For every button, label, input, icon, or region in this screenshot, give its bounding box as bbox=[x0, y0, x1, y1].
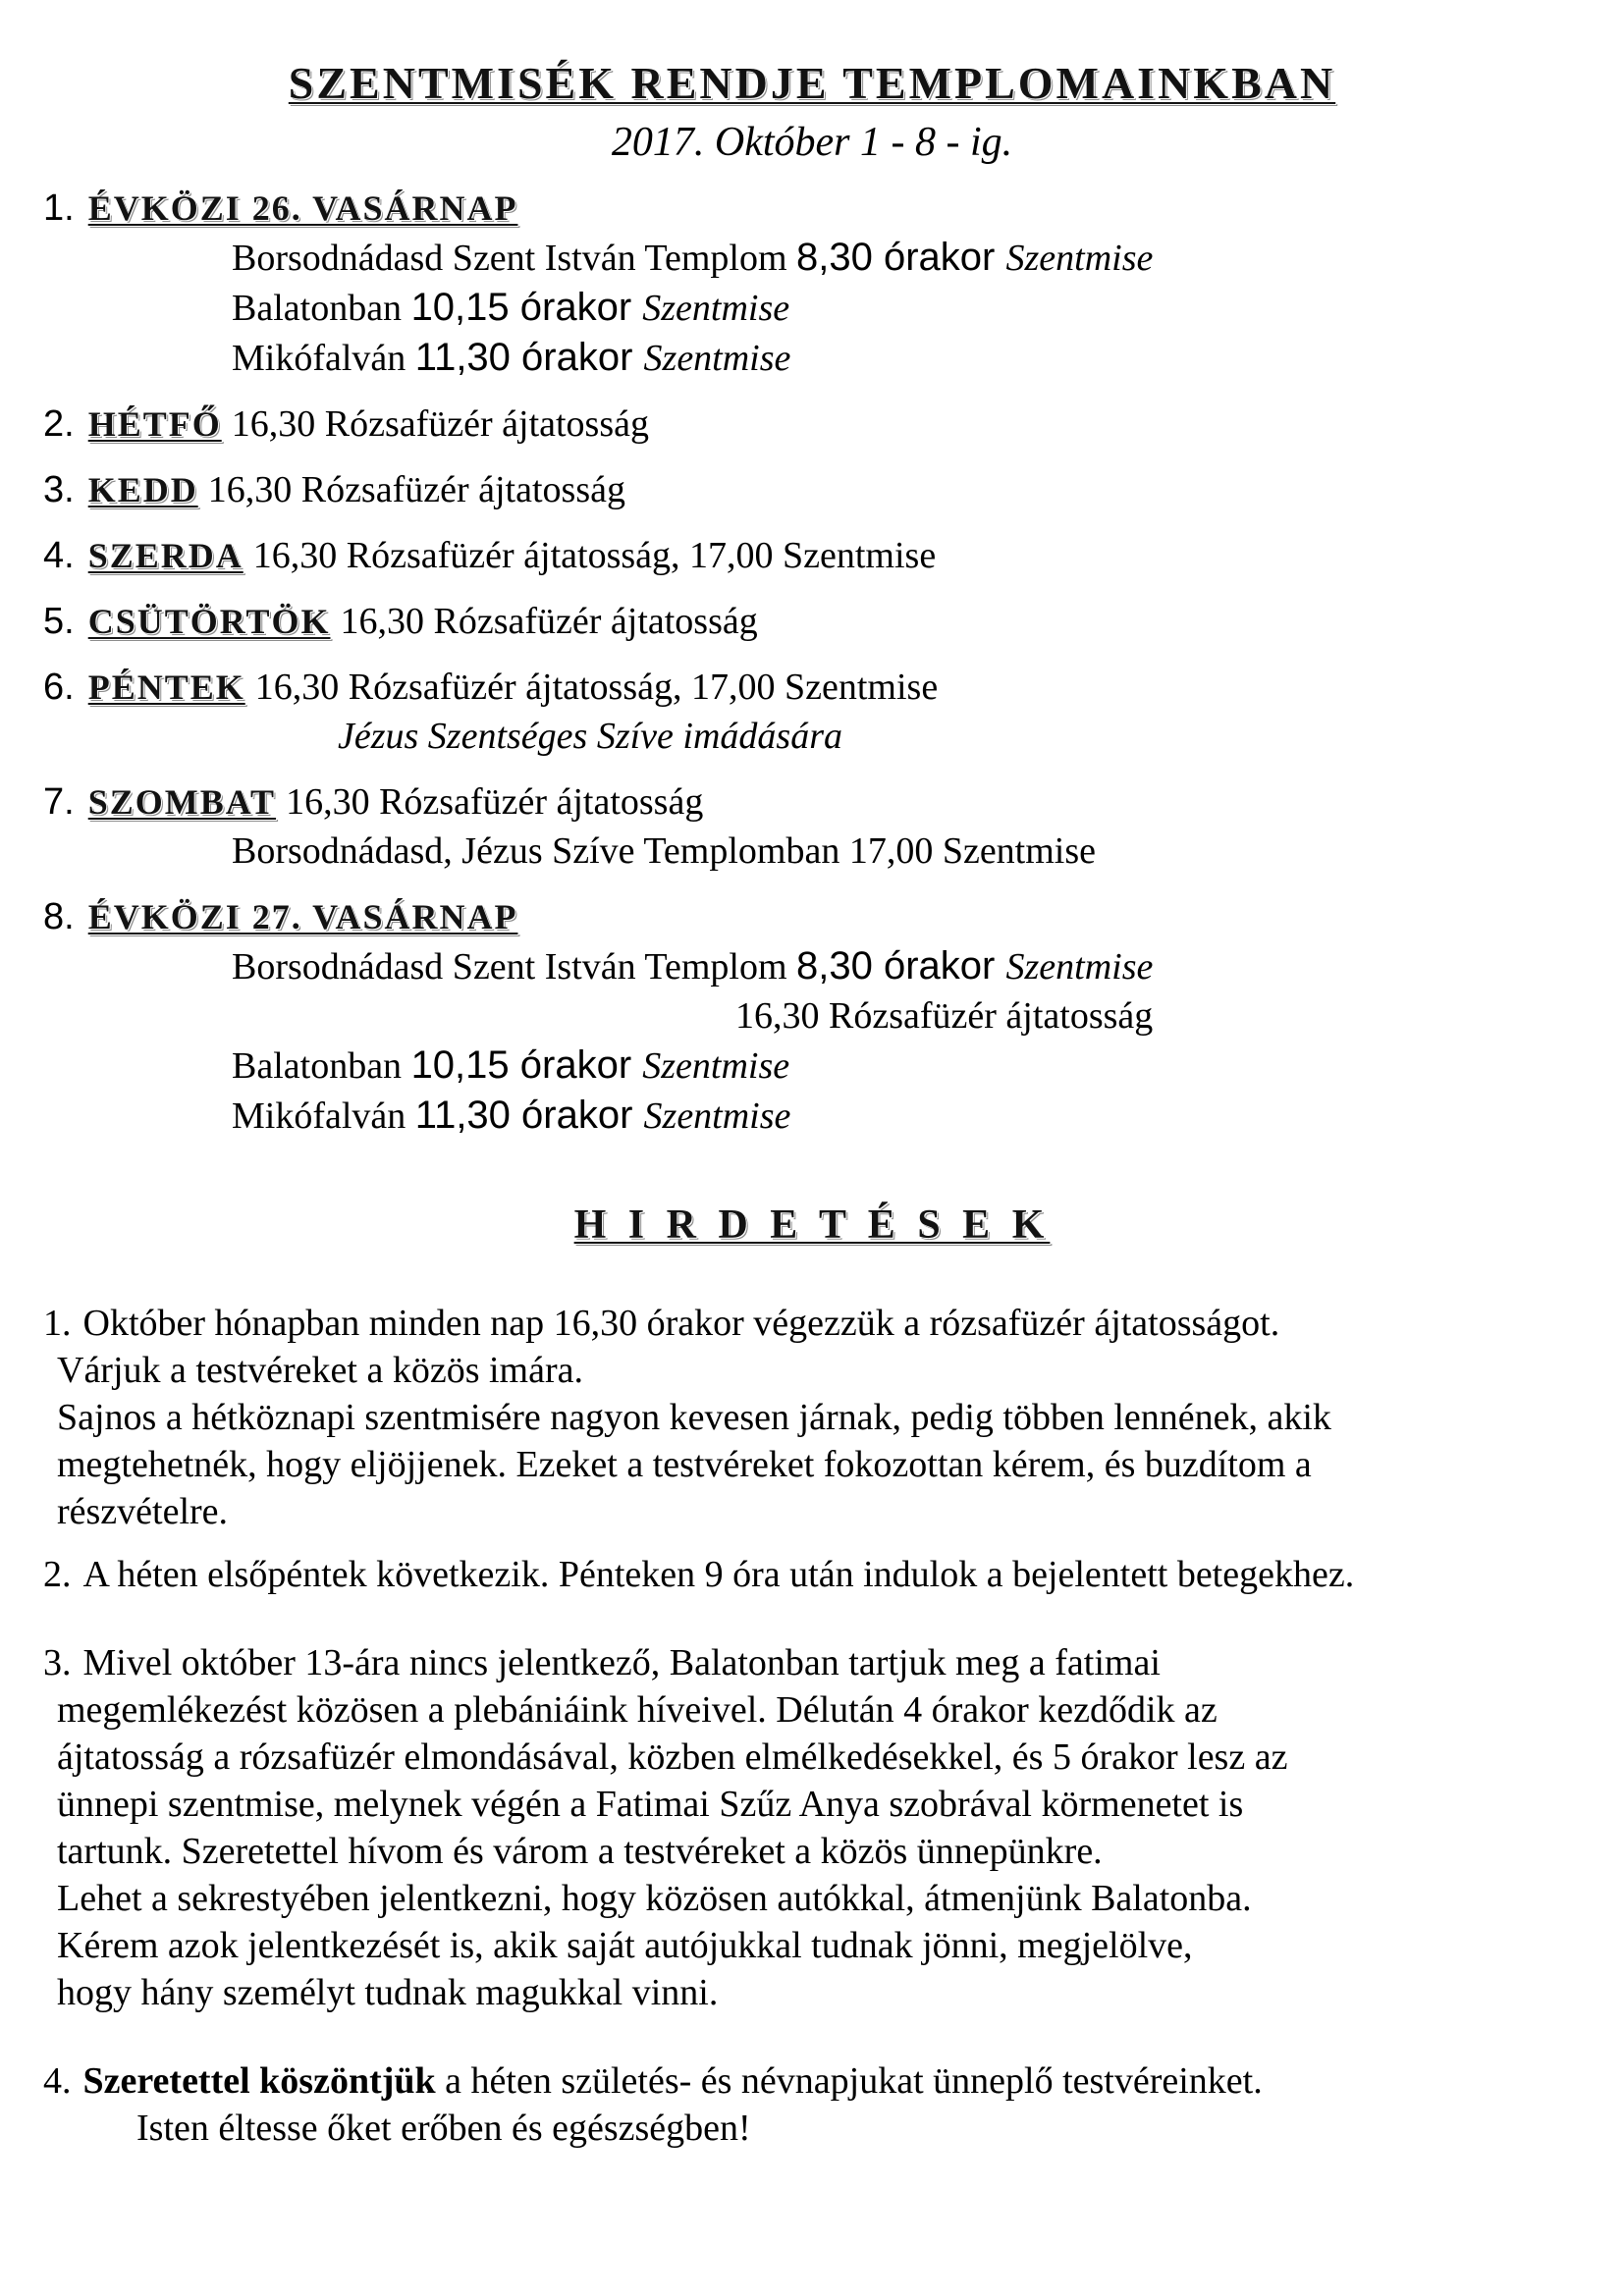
schedule-day-name: ÉVKÖZI 26. VASÁRNAP bbox=[87, 188, 518, 228]
announcement-line: tartunk. Szeretettel hívom és várom a testvéreket a közös ünnepünkre. bbox=[57, 1831, 1103, 1872]
announcement-paragraph-1 bbox=[43, 1300, 1581, 1535]
announcement-line: ünnepi szentmise, melynek végén a Fatimai Szűz Anya szobrával körmenetet is bbox=[57, 1784, 1244, 1825]
mass-time: 10,15 órakor bbox=[410, 286, 643, 329]
mass-type: Szentmise bbox=[642, 1045, 790, 1087]
schedule-day-name: KEDD bbox=[87, 470, 198, 509]
announcement-number: 2. bbox=[43, 1554, 72, 1595]
announcement-number: 3. bbox=[43, 1642, 72, 1683]
schedule-service-text: 16,30 Rózsafüzér ájtatosság bbox=[231, 403, 649, 445]
mass-location: Mikófalván bbox=[232, 1095, 415, 1137]
announcement-paragraph-4 bbox=[43, 2057, 1581, 2152]
mass-line bbox=[43, 941, 1581, 991]
mass-time: 11,30 órakor bbox=[414, 336, 644, 379]
mass-time: 8,30 órakor bbox=[796, 944, 1006, 988]
schedule-item-number: 4. bbox=[43, 535, 75, 576]
mass-location: Borsodnádasd Szent István Templom bbox=[232, 946, 797, 988]
mass-type: Szentmise bbox=[1005, 946, 1154, 988]
announcement-line: Isten éltesse őket erőben és egészségben! bbox=[136, 2108, 751, 2149]
mass-type: Szentmise bbox=[643, 338, 791, 379]
announcement-line: részvételre. bbox=[57, 1491, 229, 1532]
mass-line bbox=[43, 333, 1581, 383]
schedule-item-number: 3. bbox=[43, 469, 75, 510]
mass-location: Balatonban bbox=[232, 1045, 411, 1087]
announcement-text: Mivel október 13-ára nincs jelentkező, Balatonban tartjuk meg a fatimai bbox=[82, 1642, 1161, 1683]
mass-location: Mikófalván bbox=[232, 338, 415, 379]
schedule-item-number: 5. bbox=[43, 601, 75, 642]
mass-time: 11,30 órakor bbox=[414, 1094, 644, 1137]
schedule-day-name: HÉTFŐ bbox=[87, 404, 222, 444]
schedule-service-text: 16,30 Rózsafüzér ájtatosság bbox=[340, 601, 758, 642]
mass-time: 10,15 órakor bbox=[410, 1043, 643, 1087]
mass-line bbox=[43, 1041, 1581, 1091]
schedule-service-text: 16,30 Rózsafüzér ájtatosság bbox=[207, 469, 625, 510]
mass-line bbox=[43, 233, 1581, 283]
schedule-day-name: PÉNTEK bbox=[87, 667, 245, 707]
schedule-item-6 bbox=[43, 663, 1581, 712]
schedule-item-5 bbox=[43, 597, 1581, 646]
announcement-line bbox=[43, 1639, 1581, 1686]
schedule-day-name: SZERDA bbox=[87, 536, 244, 575]
mass-type: Szentmise bbox=[1005, 238, 1154, 279]
schedule-item-1 bbox=[43, 184, 1581, 233]
page-title: SZENTMISÉK RENDJE TEMPLOMAINKBAN bbox=[288, 58, 1336, 108]
devotion-note: Jézus Szentséges Szíve imádására bbox=[338, 716, 842, 757]
announcement-text: a héten születés- és névnapjukat ünneplő testvéreinket. bbox=[445, 2060, 1263, 2102]
announcement-paragraph-3 bbox=[43, 1639, 1581, 2016]
announcement-line: hogy hány személyt tudnak magukkal vinni. bbox=[57, 1972, 719, 2013]
mass-location: Balatonban bbox=[232, 288, 411, 329]
schedule-item-8 bbox=[43, 892, 1581, 941]
announcement-text: Október hónapban minden nap 16,30 órakor végezzük a rózsafüzér ájtatosságot. bbox=[82, 1303, 1280, 1344]
announcement-line: Sajnos a hétköznapi szentmisére nagyon kevesen járnak, pedig többen lennének, akik bbox=[57, 1397, 1331, 1438]
schedule-item-4 bbox=[43, 531, 1581, 580]
announcements-section bbox=[43, 1300, 1581, 2152]
schedule-item-2 bbox=[43, 400, 1581, 449]
rosary-line: 16,30 Rózsafüzér ájtatosság bbox=[735, 995, 1154, 1037]
announcement-number: 1. bbox=[43, 1303, 72, 1344]
schedule-day-name: ÉVKÖZI 27. VASÁRNAP bbox=[87, 897, 518, 936]
schedule-item-7 bbox=[43, 777, 1581, 827]
mass-type: Szentmise bbox=[642, 288, 790, 329]
schedule-item-number: 1. bbox=[43, 187, 75, 229]
schedule-item-3 bbox=[43, 465, 1581, 514]
schedule-service-text: 16,30 Rózsafüzér ájtatosság, 17,00 Szentmise bbox=[252, 535, 937, 576]
announcement-line: Várjuk a testvéreket a közös imára. bbox=[57, 1350, 583, 1391]
schedule-item-number: 8. bbox=[43, 896, 75, 937]
announcement-paragraph-2 bbox=[43, 1551, 1581, 1598]
page-subtitle: 2017. Október 1 - 8 - ig. bbox=[611, 120, 1013, 165]
announcement-text: A héten elsőpéntek következik. Pénteken 9 óra után indulok a bejelentett betegekhez. bbox=[82, 1554, 1355, 1595]
mass-time: 8,30 órakor bbox=[796, 236, 1006, 279]
announcement-line bbox=[43, 1300, 1581, 1347]
mass-line bbox=[43, 283, 1581, 333]
announcement-line: megemlékezést közösen a plebániáink híveivel. Délután 4 órakor kezdődik az bbox=[57, 1689, 1218, 1731]
schedule-item-number: 2. bbox=[43, 403, 75, 445]
announcement-line: Kérem azok jelentkezését is, akik saját autójukkal tudnak jönni, megjelölve, bbox=[57, 1925, 1193, 1966]
schedule-day-name: CSÜTÖRTÖK bbox=[87, 602, 331, 641]
announcement-line: megtehetnék, hogy eljöjjenek. Ezeket a testvéreket fokozottan kérem, és buzdítom a bbox=[57, 1444, 1312, 1485]
announcement-number: 4. bbox=[43, 2060, 72, 2102]
announcements-heading: H I R D E T É S E K bbox=[573, 1202, 1051, 1248]
mass-line: Borsodnádasd, Jézus Szíve Templomban 17,00 Szentmise bbox=[232, 830, 1097, 872]
schedule-service-text: 16,30 Rózsafüzér ájtatosság, 17,00 Szentmise bbox=[254, 667, 939, 708]
announcement-line: ájtatosság a rózsafüzér elmondásával, közben elmélkedésekkel, és 5 órakor lesz az bbox=[57, 1736, 1288, 1778]
schedule-item-number: 6. bbox=[43, 667, 75, 708]
announcement-bold-text: Szeretettel köszöntjük bbox=[82, 2060, 446, 2102]
schedule-day-name: SZOMBAT bbox=[87, 782, 277, 822]
announcement-line bbox=[43, 2057, 1581, 2105]
announcement-line bbox=[43, 1551, 1581, 1598]
mass-location: Borsodnádasd Szent István Templom bbox=[232, 238, 797, 279]
announcement-line: Lehet a sekrestyében jelentkezni, hogy közösen autókkal, átmenjünk Balatonba. bbox=[57, 1878, 1252, 1919]
schedule-item-number: 7. bbox=[43, 781, 75, 823]
mass-type: Szentmise bbox=[643, 1095, 791, 1137]
schedule-section bbox=[43, 184, 1581, 1141]
mass-line bbox=[43, 1091, 1581, 1141]
schedule-service-text: 16,30 Rózsafüzér ájtatosság bbox=[286, 781, 704, 823]
